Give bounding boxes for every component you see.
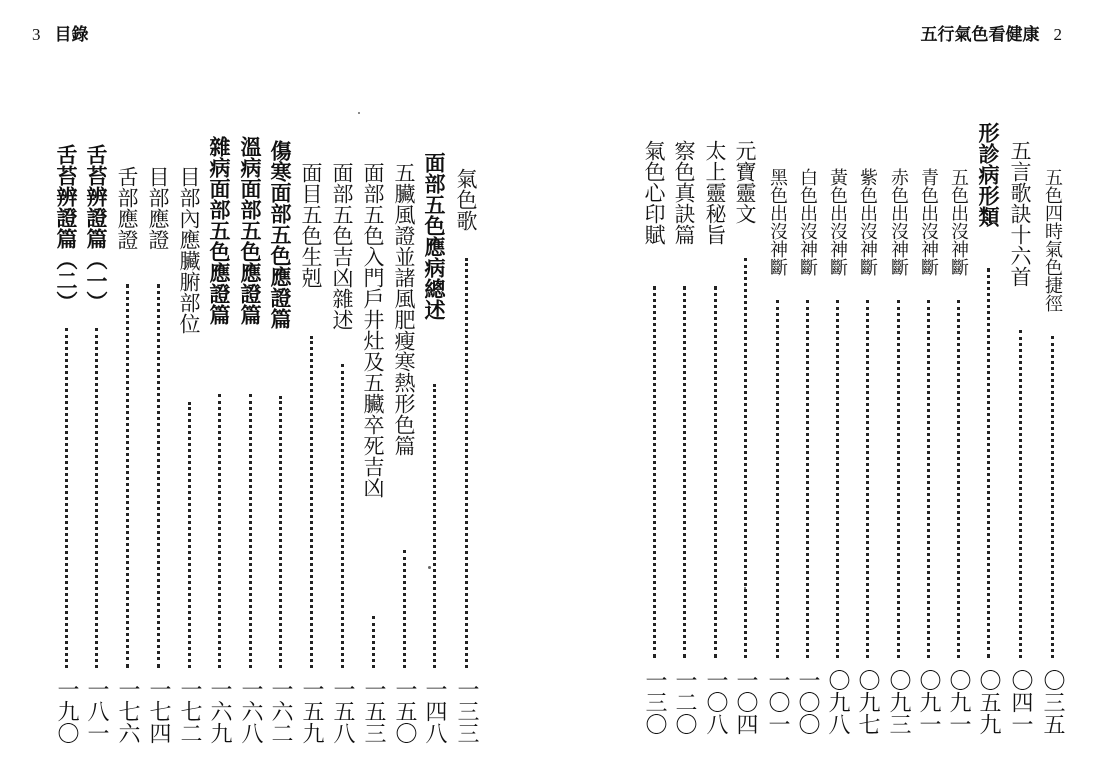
toc-entry (236, 136, 264, 770)
toc-entry (266, 140, 294, 770)
toc-entry-page: 一三三 (454, 678, 479, 744)
right-page-number: 2 (1053, 25, 1062, 44)
toc-entry-title: 察色真訣篇 (672, 140, 696, 245)
toc-entry-title: 青色出沒神斷 (918, 168, 939, 276)
toc-entry-page: 一〇〇 (795, 669, 820, 735)
toc-entry-title: 五色四時氣色捷徑 (1042, 168, 1063, 312)
toc-entry-page: 一七二 (177, 678, 202, 744)
dot-leader (897, 300, 900, 658)
dot-leader (95, 328, 98, 668)
toc-entry-title: 舌苔辨證篇（二） (54, 144, 78, 312)
toc-entry-title: 白色出沒神斷 (797, 168, 818, 276)
toc-entry (82, 140, 110, 770)
scan-speck (358, 112, 360, 114)
toc-entry-title: 面目五色生剋 (299, 162, 323, 288)
toc-entry-page: 〇五九 (976, 669, 1001, 735)
toc-entry (974, 122, 1002, 770)
dot-leader (1019, 330, 1022, 658)
toc-entry-title: 五言歌訣十六首 (1008, 140, 1032, 287)
toc-entry (359, 140, 387, 770)
dot-leader (957, 300, 960, 658)
toc-entry-title: 雜病面部五色應證篇 (207, 136, 231, 325)
dot-leader (1051, 336, 1054, 658)
toc-entry-title: 面部五色入門戶井灶及五臟卒死吉凶 (361, 162, 385, 498)
toc-entry-page: 一六九 (207, 678, 232, 744)
toc-entry-title: 溫病面部五色應證篇 (238, 136, 262, 325)
right-page-header (921, 20, 1063, 45)
toc-entry-page: 一四八 (422, 678, 447, 744)
toc-entry-page: 〇九一 (916, 669, 941, 735)
scan-speck (744, 587, 746, 589)
toc-entry-title: 傷寒面部五色應證篇 (268, 140, 292, 329)
toc-entry-page: 〇九三 (886, 669, 911, 735)
toc-entry-page: 一五〇 (392, 678, 417, 744)
dot-leader (987, 268, 990, 658)
toc-entry (731, 140, 759, 770)
toc-entry-page: 一七六 (115, 678, 140, 744)
toc-entry (175, 140, 203, 770)
toc-entry (113, 140, 141, 770)
toc-entry-title: 黑色出沒神斷 (767, 168, 788, 276)
toc-entry-page: 〇三五 (1040, 669, 1065, 735)
toc-entry-title: 黃色出沒神斷 (827, 168, 848, 276)
dot-leader (157, 284, 160, 668)
toc-entry (884, 140, 912, 770)
toc-entry (1038, 140, 1066, 770)
dot-leader (927, 300, 930, 658)
toc-entry-title: 形診病形類 (976, 122, 1000, 227)
toc-entry (944, 140, 972, 770)
toc-entry (793, 140, 821, 770)
toc-entry-page: 一〇一 (765, 669, 790, 735)
dot-leader (341, 364, 344, 668)
toc-entry-title: 面部五色應病總述 (422, 152, 446, 320)
toc-entry (420, 140, 448, 770)
dot-leader (653, 286, 656, 658)
toc-entry-title: 舌部應證 (115, 166, 139, 250)
toc-entry (640, 140, 668, 770)
right-page-title: 五行氣色看健康 (920, 25, 1040, 45)
toc-entry-page: 〇九一 (946, 669, 971, 735)
toc-entry-page: 一五九 (299, 678, 324, 744)
left-page-number: 3 (32, 25, 41, 44)
toc-entry-title: 目部內應臟腑部位 (177, 166, 201, 334)
toc-entry-page: 一五三 (361, 678, 386, 744)
toc-entry (52, 140, 80, 770)
dot-leader (683, 286, 686, 658)
toc-entry (853, 140, 881, 770)
toc-entry-title: 五色出沒神斷 (948, 168, 969, 276)
toc-entry-page: 一三〇 (642, 669, 667, 735)
toc-entry-title: 五臟風證並諸風肥瘦寒熱形色篇 (392, 162, 416, 456)
toc-entry-page: 一九〇 (54, 678, 79, 744)
toc-entry-title: 舌苔辨證篇（一） (84, 144, 108, 312)
toc-entry (144, 140, 172, 770)
toc-entry (1006, 140, 1034, 770)
dot-leader (714, 286, 717, 658)
toc-entry-title: 元寶靈文 (733, 140, 757, 224)
toc-entry (452, 140, 480, 770)
toc-entry-title: 赤色出沒神斷 (888, 168, 909, 276)
toc-entry-title: 紫色出沒神斷 (857, 168, 878, 276)
toc-entry-title: 氣色歌 (454, 168, 478, 231)
left-page-title: 目錄 (54, 25, 89, 45)
dot-leader (465, 258, 468, 668)
toc-entry (701, 140, 729, 770)
toc-entry-page: 〇四一 (1008, 669, 1033, 735)
toc-entry-page: 一二〇 (672, 669, 697, 735)
toc-entry-page: 一五八 (330, 678, 355, 744)
toc-entry (914, 140, 942, 770)
toc-entry-page: 一〇四 (733, 669, 758, 735)
toc-entry-title: 太上靈秘旨 (703, 140, 727, 245)
toc-entry (763, 140, 791, 770)
dot-leader (776, 300, 779, 658)
dot-leader (65, 328, 68, 668)
toc-entry-page: 一〇八 (703, 669, 728, 735)
toc-entry (390, 140, 418, 770)
dot-leader (866, 300, 869, 658)
dot-leader (806, 300, 809, 658)
dot-leader (188, 402, 191, 668)
toc-entry (670, 140, 698, 770)
toc-entry-page: 〇九七 (855, 669, 880, 735)
toc-entry-page: 一七四 (146, 678, 171, 744)
toc-entry-page: 〇九八 (825, 669, 850, 735)
dot-leader (249, 394, 252, 668)
dot-leader (372, 616, 375, 668)
toc-entry (205, 136, 233, 770)
dot-leader (218, 394, 221, 668)
dot-leader (403, 550, 406, 668)
toc-entry-title: 面部五色吉凶雜述 (330, 162, 354, 330)
toc-entry (823, 140, 851, 770)
left-page-header (32, 20, 89, 45)
dot-leader (744, 258, 747, 658)
scan-speck (428, 566, 431, 569)
dot-leader (279, 396, 282, 668)
dot-leader (126, 284, 129, 668)
toc-entry-page: 一八一 (84, 678, 109, 744)
toc-entry-page: 一六八 (238, 678, 263, 744)
dot-leader (836, 300, 839, 658)
toc-entry-page: 一六二 (268, 678, 293, 744)
toc-entry (328, 140, 356, 770)
toc-entry-title: 目部應證 (146, 166, 170, 250)
toc-entry (297, 140, 325, 770)
toc-entry-title: 氣色心印賦 (642, 140, 666, 245)
dot-leader (433, 384, 436, 668)
dot-leader (310, 336, 313, 668)
